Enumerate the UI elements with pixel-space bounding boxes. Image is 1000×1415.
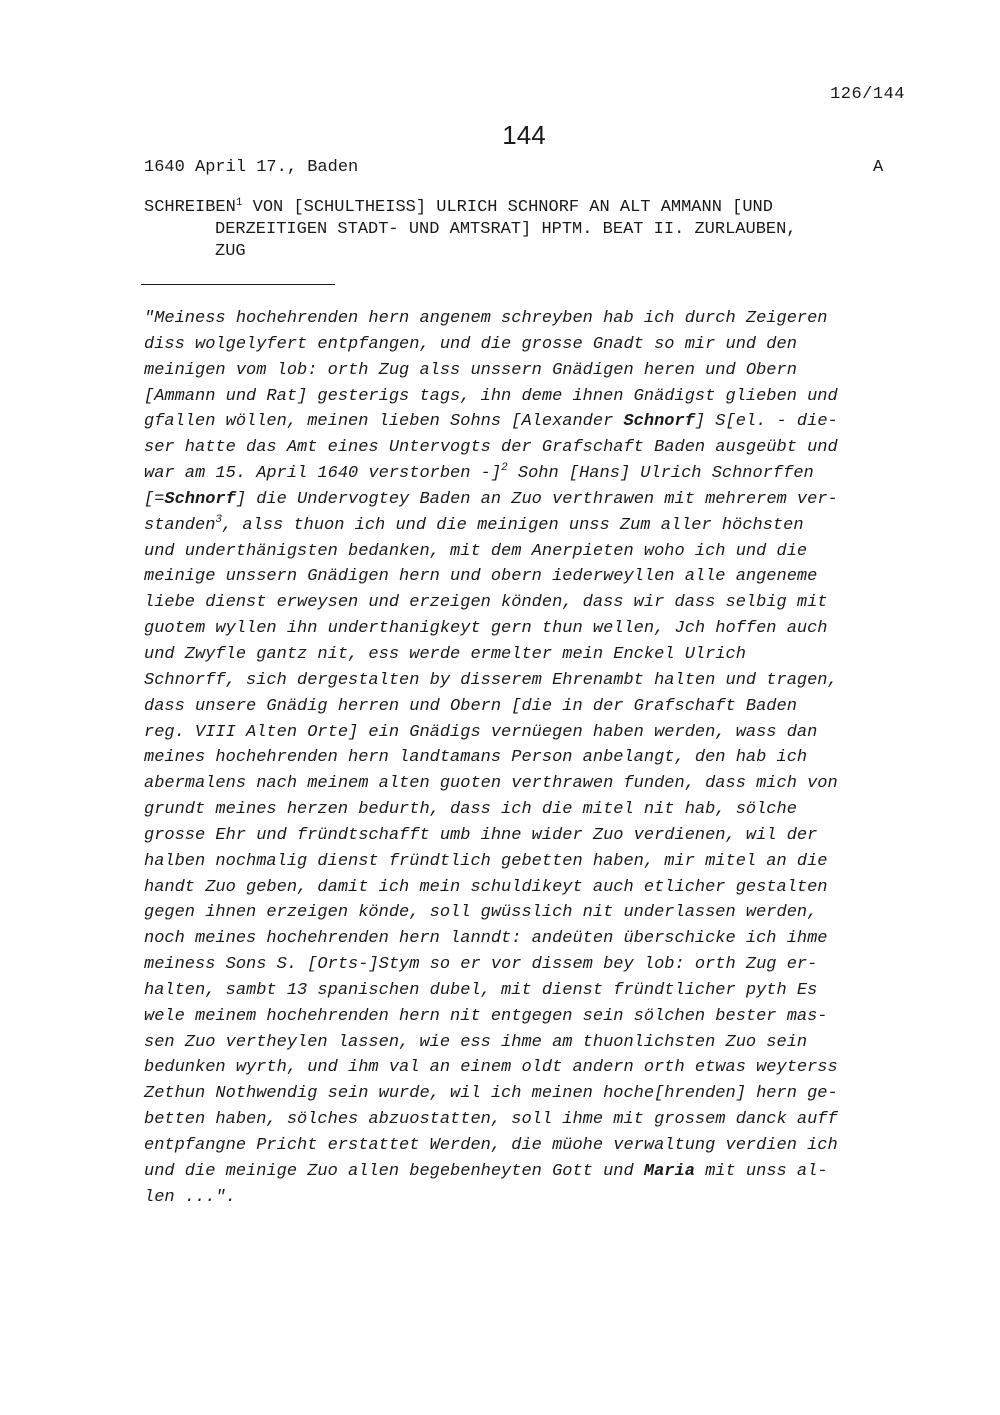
text-line: reg. VIII Alten Orte] ein Gnädigs vernüegen haben werden, wass dan	[144, 722, 818, 742]
bold-name: Schnorf	[164, 489, 236, 509]
text-line: meines hochehrenden hern landtamans Person anbelangt, den hab ich	[144, 748, 808, 768]
text-line: wele meinem hochehrenden hern nit entgegen sein sölchen bester mas-	[144, 1006, 828, 1026]
text-line: war am 15. April 1640 verstorben -]$^2$ Sohn [Hans] Ulrich Schnorffen	[144, 462, 814, 484]
document-number: 144	[502, 120, 546, 150]
letter-body	[144, 306, 924, 1211]
text-line: gegen ihnen erzeigen könde, soll gwüsslich nit underlassen werden,	[144, 903, 818, 923]
date-place: 1640 April 17., Baden	[144, 158, 359, 177]
text-line: und die meinige Zuo allen begebenheyten Gott und Maria mit unss al-	[144, 1161, 828, 1181]
bold-name: Maria	[643, 1161, 695, 1181]
bold-name: Schnorf	[623, 412, 695, 432]
text-line: [Ammann und Rat] gesterigs tags, ihn deme ihnen Gnädigst glieben und	[144, 386, 838, 406]
text-line: abermalens nach meinem alten guoten verthrawen funden, dass mich von	[144, 774, 838, 794]
text-line: len ...".	[144, 1187, 236, 1207]
text-line: [=Schnorf] die Undervogtey Baden an Zuo verthrawen mit mehrerem ver-	[144, 489, 838, 509]
heading-line-1: SCHREIBEN$^1$ VON [SCHULTHEISS] ULRICH SCHNORF AN ALT AMMANN [UND	[144, 197, 773, 217]
text-line: Zethun Nothwendig sein wurde, wil ich meinen hoche[hrenden] hern ge-	[144, 1084, 838, 1104]
page-counter: 126/144	[830, 85, 905, 104]
text-line: und Zwyfle gantz nit, ess werde ermelter mein Enckel Ulrich	[144, 644, 746, 664]
separator-rule	[141, 284, 335, 285]
text-line: meinigen vom lob: orth Zug alss unssern Gnädigen heren und Obern	[144, 360, 797, 380]
heading-line-3: ZUG	[215, 242, 246, 261]
text-line: Schnorff, sich dergestalten by disserem Ehrenambt halten und tragen,	[144, 670, 838, 690]
text-line: standen$^3$, alss thuon ich und die meinigen unss Zum aller höchsten	[144, 513, 804, 535]
document-heading	[144, 197, 914, 263]
footnote-ref-1: 1	[235, 197, 243, 209]
text-line: halten, sambt 13 spanischen dubel, mit dienst fründtlicher pyth Es	[144, 980, 818, 1000]
text-line: guotem wyllen ihn underthanigkeyt gern thun wellen, Jch hoffen auch	[144, 619, 828, 639]
text-line: meiness Sons S. [Orts-]Stym so er vor dissem bey lob: orth Zug er-	[144, 955, 818, 975]
text-line: handt Zuo geben, damit ich mein schuldikeyt auch etlicher gestalten	[144, 877, 828, 897]
text-line: gfallen wöllen, meinen lieben Sohns [Alexander Schnorf] S[el. - die-	[144, 412, 838, 432]
text-line: sen Zuo vertheylen lassen, wie ess ihme am thuonlichsten Zuo sein	[144, 1032, 808, 1052]
text-line: ser hatte das Amt eines Untervogts der Grafschaft Baden ausgeübt und	[144, 438, 838, 458]
text-line: "Meiness hochehrenden hern angenem schreyben hab ich durch Zeigeren	[144, 309, 828, 328]
text-line: liebe dienst erweysen und erzeigen könden, dass wir dass selbig mit	[144, 593, 828, 613]
footnote-ref-2: 2	[501, 462, 508, 475]
text-line: diss wolgelyfert entpfangen, und die grosse Gnadt so mir und den	[144, 334, 797, 354]
document-class: A	[873, 158, 884, 177]
text-line: betten haben, sölches abzuostatten, soll ihme mit grossem danck auff	[144, 1110, 838, 1130]
text-line: halben nochmalig dienst fründtlich gebetten haben, mir mitel an die	[144, 851, 828, 871]
text-line: meinige unssern Gnädigen hern und obern iederweyllen alle angeneme	[144, 567, 818, 587]
text-line: und underthänigsten bedanken, mit dem Anerpieten woho ich und die	[144, 541, 808, 561]
text-line: grundt meines herzen bedurth, dass ich die mitel nit hab, sölche	[144, 800, 797, 820]
heading-line-2: DERZEITIGEN STADT- UND AMTSRAT] HPTM. BEAT II. ZURLAUBEN,	[215, 220, 797, 239]
text-line: bedunken wyrth, und ihm val an einem oldt andern orth etwas weyterss	[144, 1058, 838, 1078]
text-line: grosse Ehr und fründtschafft umb ihne wider Zuo verdienen, wil der	[144, 825, 818, 845]
text-line: noch meines hochehrenden hern lanndt: andeüten überschicke ich ihme	[144, 929, 828, 949]
text-line: dass unsere Gnädig herren und Obern [die in der Grafschaft Baden	[144, 696, 797, 716]
text-line: entpfangne Pricht erstattet Werden, die müohe verwaltung verdien ich	[144, 1136, 838, 1155]
footnote-ref-3: 3	[215, 513, 223, 526]
